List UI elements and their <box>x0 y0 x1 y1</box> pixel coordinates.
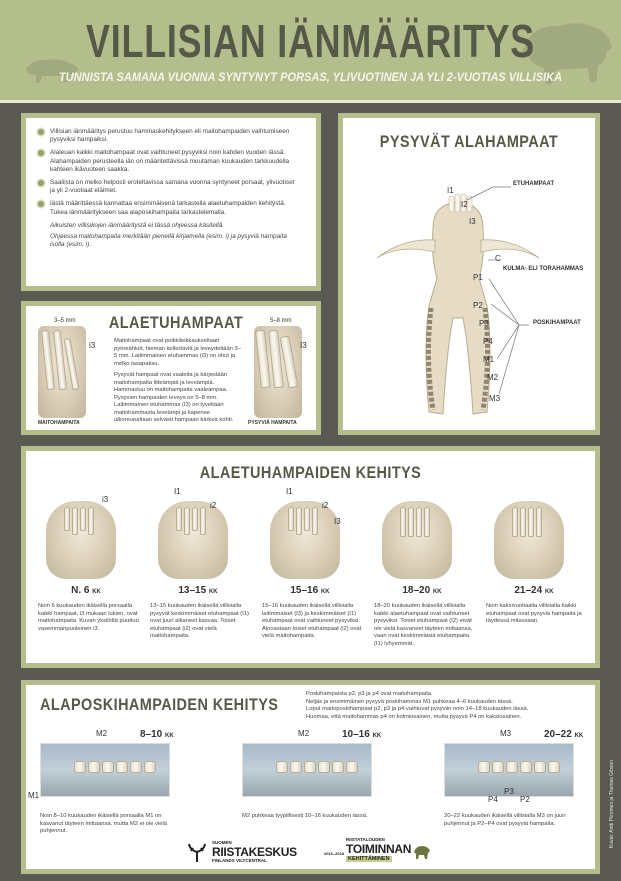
permanent-title: PYSYVÄT ALAHAMPAAT <box>379 132 559 151</box>
molar-intro-line: Neljäs ja ensimmäinen pysyvä poskihammas M1 puhkeaa 4–6 kuukauden iässä. <box>306 698 513 705</box>
molar-tooth <box>492 761 504 773</box>
photo-credit: Kuvat: Antti Piiroinen ja Thomas Gibson <box>609 760 615 849</box>
molar-tooth <box>318 761 330 773</box>
molar-tooth <box>276 761 288 773</box>
callout-incisors: ETUHAMPAAT <box>513 181 555 187</box>
page-title: VILLISIAN IÄNMÄÄRITYS <box>86 15 535 67</box>
molar-stage-label: P2 <box>520 795 530 804</box>
molar-tooth <box>478 761 490 773</box>
molar-stage-age: 20–22 KK <box>544 729 584 740</box>
incisor-tooth <box>304 507 310 531</box>
intro-bullets <box>38 128 298 252</box>
logo2-years-text: 2016–2018 <box>324 851 345 856</box>
logo-main-text: RIISTAKESKUS <box>212 845 297 859</box>
logo2-bottom-text: KEHITTÄMINEN <box>348 856 390 862</box>
incisor-tooth <box>80 507 86 531</box>
molar-stage-age: 8–10 KK <box>140 729 174 740</box>
incisor-tooth <box>184 507 190 535</box>
incisor-stage-label: I1 <box>286 487 293 496</box>
incisor-tooth <box>416 507 422 537</box>
incisor-stage-label: I1 <box>174 487 181 496</box>
page-subtitle: TUNNISTA SAMANA VUONNA SYNTYNYT PORSAS, YLIVUOTINEN JA YLI 2-VUOTIAS VILLISIKA <box>58 70 563 84</box>
intro-bullet: Villisian iänmääritys perustuu hammaskehitykseen eli maitohampaiden vaihtumiseen pysyviksi hampaiksi. <box>38 128 298 144</box>
incisor-stage <box>150 487 254 663</box>
molar-tooth <box>116 761 128 773</box>
intro-panel <box>21 113 321 291</box>
incisor-stage-age: N. 6 KK <box>71 585 101 596</box>
incisor-stage-age: 15–16 KK <box>290 585 330 596</box>
milk-size-label: 3–5 mm <box>54 318 76 324</box>
incisors-text-1: Maitohampaat ovat poikkileikkaukseltaan pyöreähköt, hieman kellertäviä ja leveydeltään 3–5 mm. Laitimmainen etuhammas (i3) on ohut ja melko tasapaksu. <box>114 338 241 367</box>
incisor-tooth <box>88 507 94 535</box>
molar-tooth <box>506 761 518 773</box>
incisor-stage-label: i3 <box>102 495 109 504</box>
label-I2: I2 <box>461 200 468 209</box>
molar-stage-age: 10–16 KK <box>342 729 382 740</box>
incisor-stage <box>374 487 478 663</box>
milk-i3-label: i3 <box>89 341 96 350</box>
molar-stage-label: M1 <box>28 791 40 800</box>
intro-bullet: Alaleuan kaikki maitohampaat ovat vaihtuneet pysyviksi noin kahden vuoden iässä. Alahampaiden perusteella iän on määritettävissä muutaman kuukauden tarkkuudella kahteen ikävuoteen saakka. <box>38 149 298 174</box>
incisor-stage-age: 18–20 KK <box>402 585 442 596</box>
molar-stage-label: M2 <box>298 729 310 738</box>
incisor-tooth <box>192 507 198 531</box>
header-banner <box>0 0 621 103</box>
molar-stage-text: M2 puhkeaa tyypillisesti 10–16 kuukauden iässä. <box>242 813 368 819</box>
molar-tooth <box>130 761 142 773</box>
incisor-stage-age: 21–24 KK <box>514 585 554 596</box>
incisor-stage-label: i2 <box>210 501 217 510</box>
incisor-stage-age: 13–15 KK <box>178 585 218 596</box>
incisor-tooth <box>64 507 70 531</box>
intro-bullet: Iästä määrittäessä kannattaa ensimmäisenä tarkastella alaetuhampaiden kehitystä. Tukea iänmääritykseen saa alaposkihampaita tarkastelemalla. <box>38 200 298 216</box>
molar-tooth <box>290 761 302 773</box>
incisors-text <box>114 338 244 425</box>
incisor-tooth <box>296 507 302 535</box>
incisor-tooth <box>520 507 526 537</box>
incisor-stage <box>38 487 142 663</box>
molar-stage-label: M2 <box>96 729 108 738</box>
molar-tooth <box>88 761 100 773</box>
incisor-stage <box>262 487 366 663</box>
label-M1: M1 <box>483 355 495 364</box>
intro-note: Aikuisten villisikojen iänmääritystä ei tässä ohjeessa käsitellä. <box>50 221 225 229</box>
molar-tooth <box>74 761 86 773</box>
incisor-stage-text: 15–16 kuukauden ikäisellä villisialla laitimmaiset (I3) ja keskimmäiset (I1) etuhampaat ovat vaihtuneet pysyviksi. Ainoastaan toiset etuhampaat (i2) ovat vielä maitohampaita. <box>262 603 362 640</box>
molar-intro-line: Huomaa, että maitohammas p4 on kolmiosainen, mutta pysyvä P4 on kaksiosainen. <box>306 713 522 720</box>
molar-dev-title: ALAPOSKIHAMPAIDEN KEHITYS <box>40 695 279 714</box>
incisor-tooth <box>400 507 406 537</box>
label-M3: M3 <box>489 394 501 403</box>
molar-tooth <box>332 761 344 773</box>
logo2-top-text: RIISTATALOUDEN <box>346 837 385 842</box>
incisor-dev-title: ALAETUHAMPAIDEN KEHITYS <box>199 463 422 482</box>
molar-dev-intro <box>306 691 586 721</box>
intro-bullet: Saaliista on melko helposti eroteltavissa samana vuonna syntyneet porsaat, ylivuotiset ja yli 2-vuotiaat eläimet. <box>38 179 298 195</box>
incisor-tooth <box>408 507 414 537</box>
incisors-title: ALAETUHAMPAAT <box>108 313 244 332</box>
molar-development-panel <box>21 680 600 874</box>
intro-note: Ohjeessa maitohampaita merkitään pienellä kirjaimella (esim. i) ja pysyviä hampaita isolla (esim. I). <box>50 232 287 249</box>
boar-logo-icon <box>412 843 432 861</box>
molar-stage-text: 20–22 kuukauden ikäisellä villisialla M3 on juuri puhjennut ja P2–P4 ovat pysyviä hampaita. <box>444 813 566 827</box>
molar-tooth <box>548 761 560 773</box>
incisor-tooth <box>200 507 206 535</box>
incisor-stage-text: 13–15 kuukauden ikäisellä villisialla pysyvät keskimmäiset etuhampaat (I1) ovat juuri alkaneet kasvaa. Toiset etuhampaat (i2) ovat vielä maitohampaita. <box>150 603 249 640</box>
logo-sub-text: FINLANDS VILTCENTRAL <box>212 858 267 863</box>
antler-icon <box>186 842 208 864</box>
molar-stage <box>444 729 584 849</box>
label-P2: P2 <box>473 301 483 310</box>
permanent-size-label: 5–8 mm <box>270 318 292 324</box>
incisors-panel <box>21 301 321 435</box>
label-M2: M2 <box>487 373 499 382</box>
incisor-tooth <box>536 507 542 537</box>
label-C: C <box>495 254 501 263</box>
molar-tooth <box>304 761 316 773</box>
incisor-tooth <box>512 507 518 537</box>
incisor-stage-text: 18–20 kuukauden ikäisellä villisialla kaikki alaetuhampaat ovat vaihtuneet pysyviksi. Toiset etuhampaat (I2) eivät ole vielä kasvaneet täyteen mittaansa, vaan ovat keskimmäisiä etuhampaita (I1) lyhyemmät. <box>374 603 473 647</box>
incisor-stage <box>486 487 590 663</box>
molar-stage-label: M3 <box>500 729 512 738</box>
label-I1: I1 <box>447 186 454 195</box>
incisor-tooth <box>72 507 78 535</box>
incisor-stage-label: I3 <box>334 517 341 526</box>
permanent-I3-label: I3 <box>300 341 307 350</box>
molar-stage-text: Noin 8–10 kuukauden ikäisellä porsaalla M1 on kasvanut täyteen mittaansa, mutta M2 ei ole vielä puhjennut. <box>40 813 167 835</box>
logo-small-text: SUOMEN <box>212 840 232 845</box>
label-P4: P4 <box>483 337 493 346</box>
permanent-teeth-panel <box>338 113 600 435</box>
molar-tooth <box>144 761 156 773</box>
label-P1: P1 <box>473 273 483 282</box>
molar-stage-label: P3 <box>504 787 514 796</box>
incisor-stage-text: Noin 6 kuukauden ikäisellä porsaalla kaikki hampaat, i3 mukaan lukien, ovat maitohampaita. Kuvan yksilöltä puuttuu vasemmanpuoleinen i3. <box>38 603 139 632</box>
incisor-tooth <box>312 507 318 535</box>
incisor-stage-label: i2 <box>322 501 329 510</box>
incisors-text-2: Pysyvät hampaat ovat vaaleita ja kärjestään maitohampaita litteämpiä ja leveämpiä. Hammasluu on maitohampaita vaaleampaa. Pysyvien hampaiden leveys on 5–8 mm. Laitimmainen etuhammas (I3) on tyveltään maitohammasta leveämpi ja kapenee ulkoreunaltaan selvästi hampaan kärkeä kohti. <box>114 372 234 424</box>
incisor-stage-text: Noin kaksivuotiaalla villisialla kaikki etuhampaat ovat pysyviä hampaita ja täydessä mitassaan. <box>486 603 582 625</box>
molar-tooth <box>520 761 532 773</box>
molar-tooth <box>346 761 358 773</box>
callout-molars: POSKIHAMPAAT <box>533 320 581 326</box>
molar-intro-line: Poskihampaista p2, p3 ja p4 ovat maitohampaita. <box>306 691 433 697</box>
incisor-tooth <box>288 507 294 531</box>
incisor-development-panel <box>21 446 600 668</box>
incisor-tooth <box>424 507 430 537</box>
callout-lines <box>343 118 595 430</box>
molar-stage <box>242 729 382 849</box>
incisor-tooth <box>528 507 534 537</box>
molar-tooth <box>534 761 546 773</box>
label-I3: I3 <box>469 217 476 226</box>
molar-stage <box>28 729 180 849</box>
label-P3: P3 <box>479 319 489 328</box>
incisor-tooth <box>176 507 182 531</box>
molar-stage-label: P4 <box>488 795 498 804</box>
molar-intro-line: Loput maitoposkihampaat p2, p3 ja p4 vaihtuvat pysyviin noin 14–18 kuukauden iässä. <box>306 706 529 713</box>
milk-caption: MAITOHAMPAITA <box>38 420 80 426</box>
permanent-caption: PYSYVIÄ HAMPAITA <box>248 420 297 426</box>
callout-canine: KULMA- ELI TORAHAMMAS <box>503 266 584 272</box>
molar-tooth <box>102 761 114 773</box>
logo2-main-text: TOIMINNAN <box>346 842 412 856</box>
